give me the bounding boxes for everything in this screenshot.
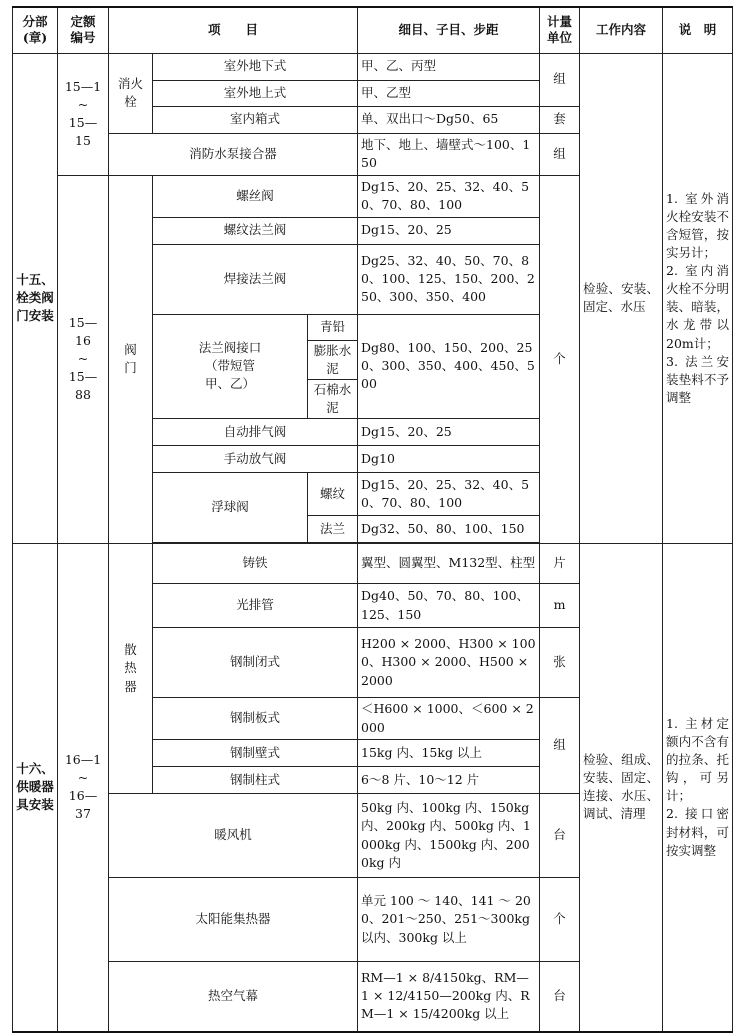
weld-flange-valve: 焊接法兰阀: [153, 244, 358, 314]
header-unit: 计量 单位: [540, 7, 580, 53]
hydrant-outdoor-underground: 室外地下式: [153, 53, 358, 80]
solar-collector-unit: 个: [540, 878, 580, 962]
radiator-steel-panel-detail: ＜H600 × 1000、＜600 × 2000: [358, 698, 540, 740]
radiator-steel-column-detail: 6～8 片、10～12 片: [358, 767, 540, 794]
hydrant-outdoor-underground-detail: 甲、乙、丙型: [358, 53, 540, 80]
hydrant-indoor-box-detail: 单、双出口～Dg50、65: [358, 106, 540, 133]
section15-code-b: 15—16 ~ 15—88: [58, 175, 109, 544]
fan-heater-detail: 50kg 内、100kg 内、150kg 内、200kg 内、500kg 内、1000kg 内、1500kg 内、2000kg 内: [358, 794, 540, 878]
section15-part: [13, 53, 58, 544]
quota-table: [12, 6, 733, 1033]
auto-vent-valve-detail: Dg15、20、25: [358, 419, 540, 446]
radiator-steel-panel: 钢制板式: [153, 698, 358, 740]
radiator-smooth-pipe-unit: m: [540, 584, 580, 628]
flange-joint-asbestos-cement: 石棉水泥: [308, 379, 358, 418]
thread-flange-valve-detail: Dg15、20、25: [358, 217, 540, 244]
thread-flange-valve: 螺纹法兰阀: [153, 217, 358, 244]
header-part: 分部 (章): [13, 7, 58, 53]
flange-joint-lead: 青铅: [308, 314, 358, 340]
radiator-cast-iron-unit: 片: [540, 544, 580, 584]
valve-unit: 个: [540, 175, 580, 544]
radiator-steel-closed-unit: 张: [540, 628, 580, 698]
radiator-group: 散 热 器: [109, 544, 153, 794]
radiator-steel-wall: 钢制壁式: [153, 740, 358, 767]
radiator-cast-iron: 铸铁: [153, 544, 358, 584]
float-valve-thread: 螺纹: [308, 473, 358, 516]
manual-vent-valve: 手动放气阀: [153, 446, 358, 473]
radiator-smooth-pipe: 光排管: [153, 584, 358, 628]
section15-code-a: 15—1 ~ 15—15: [58, 53, 109, 175]
radiator-steel-wall-detail: 15kg 内、15kg 以上: [358, 740, 540, 767]
section16-code: 16—1 ~ 16—37: [58, 544, 109, 1032]
section-label: 十五、 栓类阀 门安装: [16, 272, 54, 324]
header-detail: 细目、子目、步距: [358, 7, 540, 53]
flange-joint-expansive-cement: 膨胀水泥: [308, 340, 358, 379]
header-note: 说 明: [663, 7, 733, 53]
auto-vent-valve: 自动排气阀: [153, 419, 358, 446]
fan-heater-unit: 台: [540, 794, 580, 878]
hydrant-unit-a: 组: [540, 53, 580, 106]
quota-table-page: [12, 6, 732, 1022]
hydrant-outdoor-aboveground-detail: 甲、乙型: [358, 80, 540, 106]
section16-note: 1. 主材定额内不含有的拉条、托钩，可另计； 2. 接口密封材料，可按实调整: [663, 544, 733, 1032]
hydrant-indoor-box: 室内箱式: [153, 106, 358, 133]
radiator-steel-unit: 组: [540, 698, 580, 794]
flange-joint-detail: Dg80、100、150、200、250、300、350、400、450、500: [358, 314, 540, 419]
hydrant-unit-b: 套: [540, 106, 580, 133]
header-row: [13, 7, 733, 53]
radiator-smooth-pipe-detail: Dg40、50、70、80、100、125、150: [358, 584, 540, 628]
solar-collector: 太阳能集热器: [109, 878, 358, 962]
pump-connector-unit: 组: [540, 133, 580, 175]
header-item: 项 目: [109, 7, 358, 53]
pump-connector-detail: 地下、地上、墙壁式～100、150: [358, 133, 540, 175]
pump-connector: 消防水泵接合器: [109, 133, 358, 175]
section15-note: 1. 室外消火栓安装不含短管，按实另计； 2. 室内消火栓不分明装、暗装，水龙带以20m计； 3. 法兰安装垫料不予调整: [663, 53, 733, 544]
fan-heater: 暖风机: [109, 794, 358, 878]
radiator-cast-iron-detail: 翼型、圆翼型、M132型、柱型: [358, 544, 540, 584]
radiator-steel-column: 钢制柱式: [153, 767, 358, 794]
float-valve-thread-detail: Dg15、20、25、32、40、50、70、80、100: [358, 473, 540, 516]
float-valve-flange: 法兰: [308, 516, 358, 543]
section16-part: [13, 544, 58, 1032]
hydrant-group: 消火栓: [109, 53, 153, 133]
hot-air-curtain: 热空气幕: [109, 962, 358, 1032]
float-valve-flange-detail: Dg32、50、80、100、150: [358, 516, 540, 543]
flange-joint: 法兰阀接口 （带短管 甲、乙）: [153, 314, 308, 419]
table-row: [13, 53, 733, 80]
section16-work: 检验、组成、安装、固定、连接、水压、调试、清理: [580, 544, 663, 1032]
radiator-steel-closed-detail: H200 × 2000、H300 × 1000、H300 × 2000、H500 ×2000: [358, 628, 540, 698]
manual-vent-valve-detail: Dg10: [358, 446, 540, 473]
hydrant-outdoor-aboveground: 室外地上式: [153, 80, 358, 106]
weld-flange-valve-detail: Dg25、32、40、50、70、80、100、125、150、200、250、300、350、400: [358, 244, 540, 314]
float-valve: 浮球阀: [153, 473, 308, 543]
section-label: 十六、 供暖器 具安装: [16, 761, 54, 813]
header-work: 工作内容: [580, 7, 663, 53]
screw-valve-detail: Dg15、20、25、32、40、50、70、80、100: [358, 175, 540, 217]
section15-work: 检验、安装、固定、水压: [580, 53, 663, 544]
hot-air-curtain-detail: RM—1 × 8/4150kg、RM—1 × 12/4150—200kg 内、RM—1 × 15/4200kg 以上: [358, 962, 540, 1032]
hot-air-curtain-unit: 台: [540, 962, 580, 1032]
screw-valve: 螺丝阀: [153, 175, 358, 217]
valve-group: 阀 门: [109, 175, 153, 544]
table-row: [13, 544, 733, 584]
radiator-steel-closed: 钢制闭式: [153, 628, 358, 698]
solar-collector-detail: 单元 100 ～ 140、141 ～ 200、201～250、251～300kg 以内、300kg 以上: [358, 878, 540, 962]
header-code: 定额 编号: [58, 7, 109, 53]
